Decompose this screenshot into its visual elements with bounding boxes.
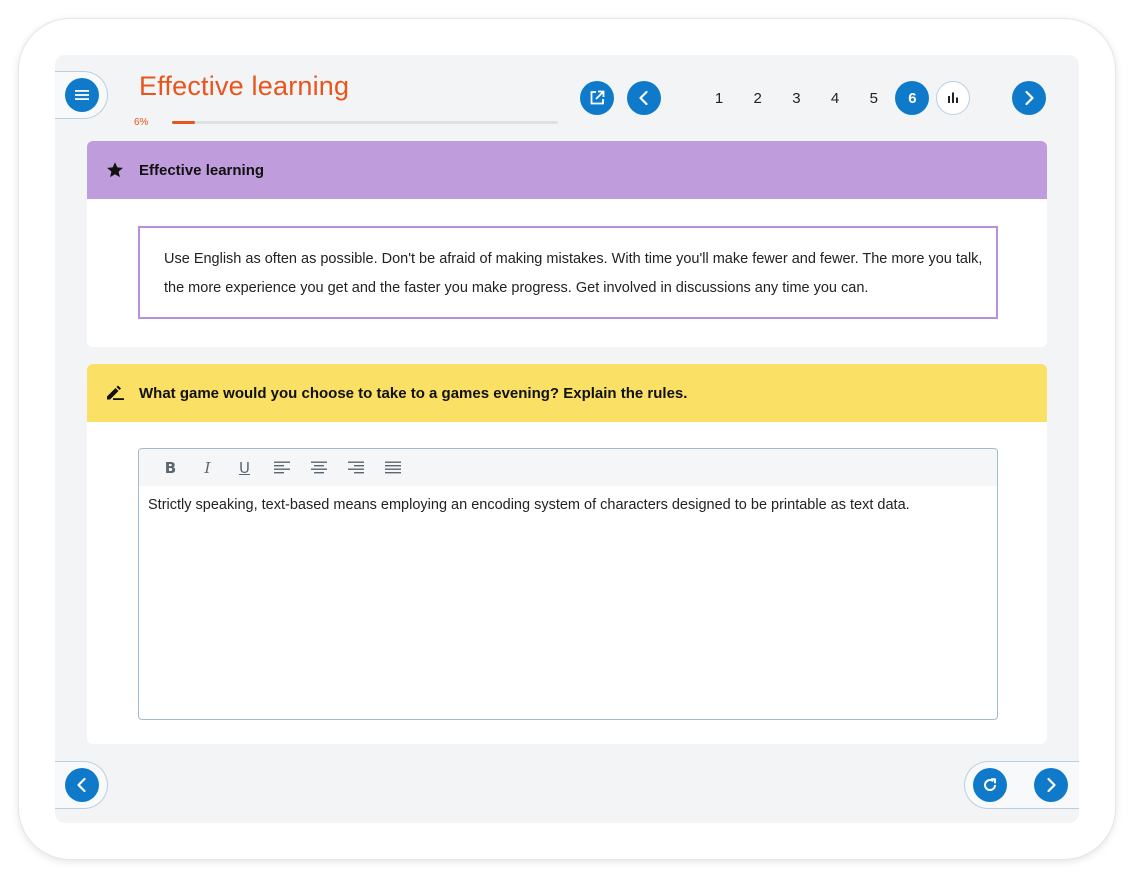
chevron-left-icon xyxy=(637,90,651,106)
answer-textarea[interactable]: Strictly speaking, text-based means employing an encoding system of characters designed to be printable as text data. xyxy=(148,497,910,513)
tip-card-heading: Effective learning xyxy=(139,161,265,179)
refresh-icon xyxy=(981,776,999,794)
page-selector xyxy=(702,81,934,115)
align-right-icon xyxy=(348,461,364,475)
menu-button[interactable] xyxy=(65,78,99,112)
tip-card xyxy=(87,141,1047,347)
bar-chart-icon xyxy=(946,91,960,105)
chevron-right-icon xyxy=(1022,90,1036,106)
external-link-icon xyxy=(588,89,606,107)
reset-button[interactable] xyxy=(973,768,1007,802)
justify-button[interactable] xyxy=(374,455,411,481)
answer-editor xyxy=(138,448,998,720)
progress-percent: 6% xyxy=(134,117,149,128)
task-card-heading: What game would you choose to take to a games evening? Explain the rules. xyxy=(139,384,688,402)
page-1-button[interactable]: 1 xyxy=(714,89,724,107)
bottom-back-holder xyxy=(55,761,108,809)
open-external-button[interactable] xyxy=(580,81,614,115)
pencil-icon xyxy=(104,382,126,404)
progress-bar xyxy=(172,121,558,124)
task-card-header xyxy=(87,364,1047,422)
task-card xyxy=(87,364,1047,744)
back-button[interactable] xyxy=(65,768,99,802)
page-6-button[interactable]: 6 xyxy=(895,81,929,115)
tip-text: Use English as often as possible. Don't be afraid of making mistakes. With time you'll make fewer and fewer. The more you talk, the more experience you get and the faster you make progress. Get involved in discussions any time you can. xyxy=(138,226,998,319)
hamburger-icon xyxy=(74,88,90,102)
tip-card-header xyxy=(87,141,1047,199)
bottom-actions-holder xyxy=(964,761,1079,809)
page-2-button[interactable]: 2 xyxy=(753,89,762,107)
underline-button[interactable]: U xyxy=(239,458,250,477)
forward-button[interactable] xyxy=(1034,768,1068,802)
page-5-button[interactable]: 5 xyxy=(869,89,878,107)
page-title: Effective learning xyxy=(139,71,350,101)
progress-fill xyxy=(172,121,195,124)
page-4-button[interactable]: 4 xyxy=(830,89,840,107)
menu-button-holder xyxy=(55,71,108,119)
align-left-icon xyxy=(274,461,290,475)
align-center-icon xyxy=(311,461,327,475)
previous-page-button[interactable] xyxy=(627,81,661,115)
page-3-button[interactable]: 3 xyxy=(792,89,801,107)
justify-icon xyxy=(385,461,401,475)
chevron-right-icon xyxy=(1044,777,1058,793)
editor-toolbar xyxy=(139,449,997,486)
align-right-button[interactable] xyxy=(337,455,374,481)
app-screen xyxy=(55,55,1079,823)
bold-button[interactable]: B xyxy=(164,458,177,477)
chevron-left-icon xyxy=(75,777,89,793)
star-icon xyxy=(104,159,126,181)
italic-button[interactable]: I xyxy=(204,458,211,477)
next-page-button[interactable] xyxy=(1012,81,1046,115)
align-center-button[interactable] xyxy=(300,455,337,481)
align-left-button[interactable] xyxy=(263,455,300,481)
stats-button[interactable] xyxy=(936,81,970,115)
